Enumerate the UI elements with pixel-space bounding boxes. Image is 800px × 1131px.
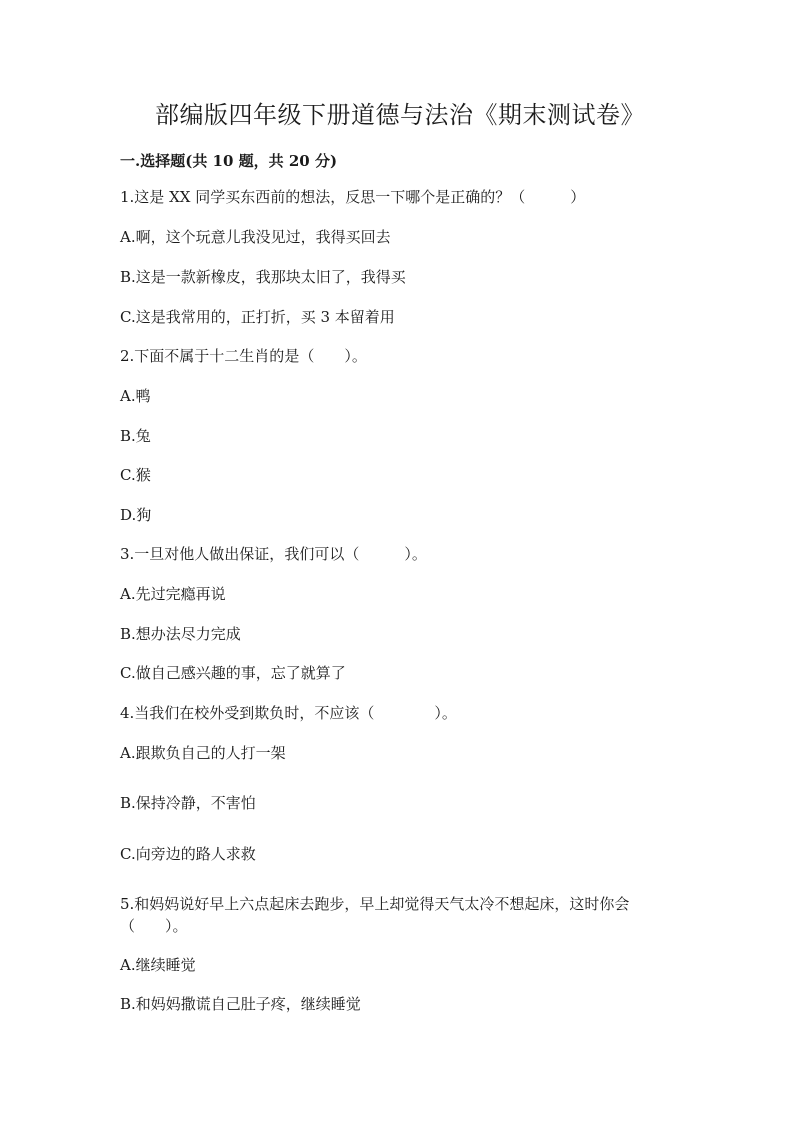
question-stem: 4.当我们在校外受到欺负时，不应该（ ）。 — [120, 704, 457, 722]
answer-option: A.先过完瘾再说 — [120, 585, 226, 603]
answer-option: D.狗 — [120, 506, 152, 524]
question-stem: 5.和妈妈说好早上六点起床去跑步，早上却觉得天气太冷不想起床，这时你会（ ）。 — [120, 895, 630, 935]
answer-option: B.保持冷静，不害怕 — [120, 794, 256, 812]
answer-option: A.鸭 — [120, 387, 151, 405]
answer-option: B.想办法尽力完成 — [120, 625, 241, 643]
page-title: 部编版四年级下册道德与法治《期末测试卷》 — [155, 101, 645, 129]
question-stem: 3.一旦对他人做出保证，我们可以（ ）。 — [120, 545, 427, 563]
question-stem: 2.下面不属于十二生肖的是（ ）。 — [120, 347, 367, 365]
answer-option: B.和妈妈撒谎自己肚子疼，继续睡觉 — [120, 995, 361, 1013]
answer-option: A.啊，这个玩意儿我没见过，我得买回去 — [120, 228, 391, 246]
answer-option: B.这是一款新橡皮，我那块太旧了，我得买 — [120, 268, 406, 286]
answer-option: C.这是我常用的，正打折，买 3 本留着用 — [120, 308, 395, 326]
answer-option: B.兔 — [120, 427, 151, 445]
answer-option: A.跟欺负自己的人打一架 — [120, 744, 286, 762]
answer-option: C.猴 — [120, 466, 151, 484]
answer-option: C.做自己感兴趣的事，忘了就算了 — [120, 664, 346, 682]
section-heading: 一.选择题(共 10 题，共 20 分) — [120, 152, 338, 170]
answer-option: A.继续睡觉 — [120, 956, 196, 974]
question-stem: 1.这是 XX 同学买东西前的想法，反思一下哪个是正确的？（ ） — [120, 188, 586, 206]
answer-option: C.向旁边的路人求救 — [120, 845, 256, 863]
